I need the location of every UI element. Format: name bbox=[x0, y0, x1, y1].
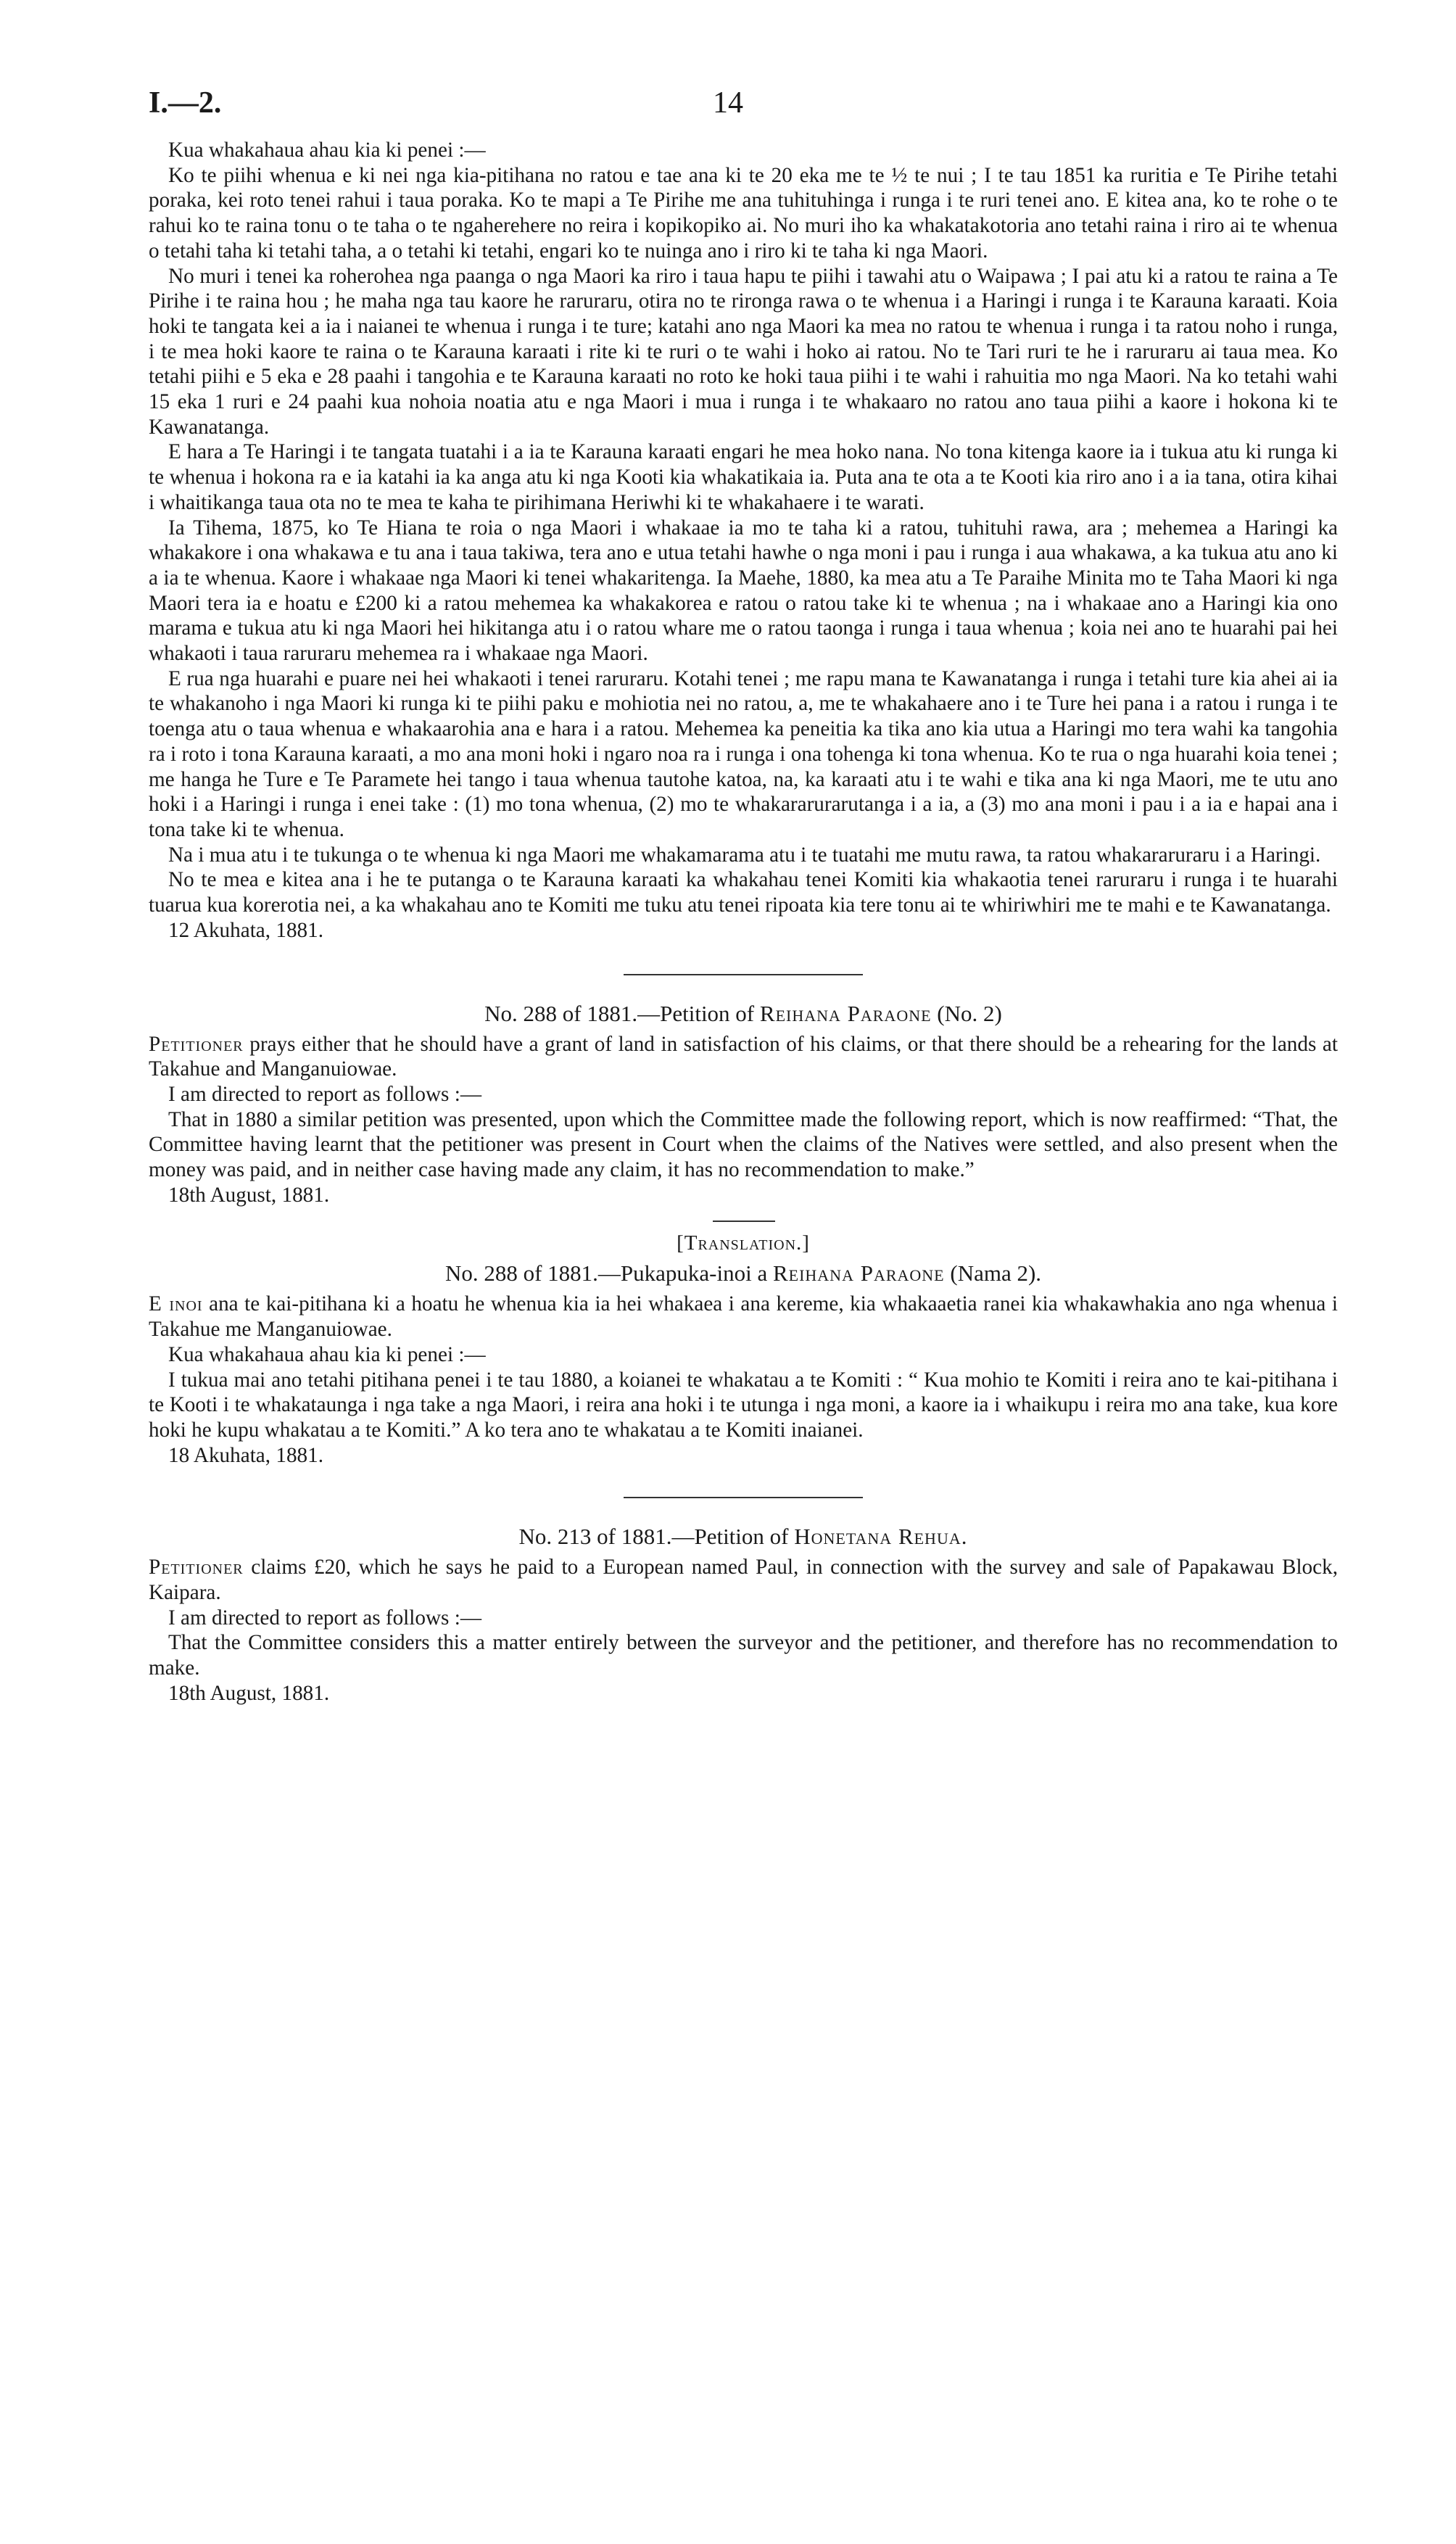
section-maori-report bbox=[149, 138, 1338, 943]
directed-line: Kua whakahaua ahau kia ki penei :— bbox=[168, 1342, 486, 1366]
translation-label: [Translation.] bbox=[677, 1231, 810, 1255]
paragraph: Na i mua atu i te tukunga o te whenua ki nga Maori me whakamarama atu i te tuatahi me mutu rawa, ta ratou whakararuraru i a Haringi. bbox=[168, 843, 1321, 867]
lead-word: Petitioner bbox=[149, 1556, 244, 1579]
petitioner-name: Reihana Paraone bbox=[772, 1260, 945, 1287]
lead-word: Petitioner bbox=[149, 1032, 244, 1056]
section-divider bbox=[713, 1221, 775, 1222]
section-divider bbox=[624, 974, 863, 975]
paragraph: Ia Tihema, 1875, ko Te Hiana te roia o nga Maori i whakaae ia mo te taha ki a ratou, tuhituhi rawa, ara ; mehemea a Haringi ka whakakore i ona whakawa e tu ana i taua takiwa, tera ano e utua tetahi hawhe o nga moni i pau i runga i aua whakawa, a ka tukua atu ano ki a ia te whenua. Kaore i whakaae nga Maori ki tenei whakaritenga. Ia Maehe, 1880, ka mea atu a Te Paraihe Minita mo te Taha Maori ki nga Maori tera ia e hoatu e £200 ki a ratou mehemea ka whakakorea e ratou o ratou take ki te whenua ; na i whakaae ano a Haringi kia ono marama e tukua atu ki nga Maori hei hikitanga atu i o ratou whare me o ratou taonga i runga i taua whenua ; koia nei ano te huarahi pai hei whakaoti i taua raruraru mehemea ra i whakaae nga Maori. bbox=[149, 516, 1338, 666]
directed-line: I am directed to report as follows :— bbox=[168, 1082, 482, 1106]
petitioner-name: Reihana Paraone bbox=[759, 1000, 932, 1026]
paragraph: Petitioner prays either that he should have a grant of land in satisfaction of his claims, or that there should be a rehearing for the lands at Takahue and Manganuiowae. bbox=[149, 1032, 1338, 1081]
section-translation bbox=[149, 1231, 1338, 1468]
paragraph: That in 1880 a similar petition was presented, upon which the Committee made the following report, which is now reaffirmed: “That, the Committee having learnt that the petitioner was present in Court when the claims of the Natives were settled, and also present when the money was paid, and in neither case having made any claim, it has no recommendation to make.” bbox=[149, 1107, 1338, 1182]
section-petition-288 bbox=[149, 1000, 1338, 1208]
section-heading: No. 288 of 1881.—Pukapuka-inoi a Reihana Paraone (Nama 2). bbox=[444, 1260, 1042, 1287]
section-heading: No. 288 of 1881.—Petition of Reihana Paraone (No. 2) bbox=[484, 1000, 1002, 1026]
document-id: I.—2. bbox=[149, 86, 222, 120]
paragraph: That the Committee considers this a matter entirely between the surveyor and the petitioner, and therefore has no recommendation to make. bbox=[149, 1631, 1338, 1680]
paragraph: Petitioner claims £20, which he says he paid to a European named Paul, in connection with the survey and sale of Papakawau Block, Kaipara. bbox=[149, 1556, 1338, 1605]
page-header bbox=[149, 73, 1338, 138]
page-number: 14 bbox=[713, 86, 743, 120]
section-petition-213 bbox=[149, 1523, 1338, 1706]
paragraph: I tukua mai ano tetahi pitihana penei i te tau 1880, a koianei te whakatau a te Komiti : “ Kua mohio te Komiti i reira ano te kai-pitihana i te Kooti i te whakataunga i nga take a nga Maori, i reira ana hoki i te utunga i nga moni, a kaore ia i whaikupu i reira mo ana take, kua kore hoki he kupu whakatau a te Komiti.” A ko tera ano te whakatau a te Komiti inaianei. bbox=[149, 1368, 1338, 1442]
date-line: 18th August, 1881. bbox=[168, 1681, 330, 1705]
section-divider bbox=[624, 1497, 863, 1498]
paragraph: No muri i tenei ka roherohea nga paanga o nga Maori ka riro i taua hapu te piihi i tawahi atu o Waipawa ; I pai atu ki a ratou te raina a Te Pirihe i te raina hou ; he maha nga tau kaore he raruraru, otira no te rironga rawa o te whenua i a Haringi i runga i te Karauna karaati. Koia hoki te tangata kei a ia i naianei te whenua i runga i te ture; katahi ano nga Maori ka mea no ratou te whenua i runga i ta ratou noho i runga, i te mea hoki kaore te raina o te Karauna karaati i rite ki te ruri o te wahi i hoko ai ratou. No te Tari ruri te he i raruraru ai taua mea. Ko tetahi piihi e 5 eka e 28 paahi i tangohia e te Karauna karaati no roto ke hoki taua piihi i te wahi i rahuitia mo nga Maori. Na ko tetahi wahi 15 eka 1 ruri e 24 paahi kua nohoia noatia atu e nga Maori i mua i runga i te whakaaro no ratou ano taua piihi a kaore i hokona ki te Kawanatanga. bbox=[149, 264, 1338, 439]
paragraph: E inoi ana te kai-pitihana ki a hoatu he whenua kia ia hei whakaea i ana kereme, kia whakaaetia ranei kia whakawhakia ano nga whenua i Takahue me Manganuiowae. bbox=[149, 1292, 1338, 1342]
paragraph: No te mea e kitea ana i he te putanga o te Karauna karaati ka whakahau tenei Komiti kia whakaotia tenei raruraru i runga i te huarahi tuarua kua korerotia nei, a ka whakahau ano te Komiti me tuku atu tenei ripoata kia tere tonu ai te whiriwhiri me te mahi e te Kawanatanga. bbox=[149, 868, 1338, 917]
paragraph: Ko te piihi whenua e ki nei nga kia-pitihana no ratou e tae ana ki te 20 eka me te ½ te nui ; I te tau 1851 ka ruritia e Te Pirihe tetahi poraka, kei roto tenei rahui i taua poraka. Ko te mapi a Te Pirihe me ana tuhituhinga i runga i te ruri tenei ano. E kitea ana, ko te rohe o te rahui ko te raina tonu o te taha o te ngaherehere no reira i kopikopiko ai. No muri iho ka whakatakotoria ano tetahi raina i riro ai te whenua o tetahi taha ki tetahi taha, a o tetahi ki tetahi, engari ko te nuinga ano i riro ki te taha ki nga Maori. bbox=[149, 163, 1338, 263]
document-page bbox=[149, 73, 1338, 1706]
date-line: 18 Akuhata, 1881. bbox=[168, 1443, 324, 1467]
paragraph: E rua nga huarahi e puare nei hei whakaoti i tenei raruraru. Kotahi tenei ; me rapu mana te Kawanatanga i runga i tetahi ture kia ahei ai ia te whakanoho i nga Maori ki runga ki te piihi paku e mohiotia nei no ratou, a, me te whakahaere ano i te Ture hei pana i a ratou i runga i te toenga atu o taua whenua e whakaarohia ana e hara i a ratou. Mehemea ka peneitia ka tika ano kia utua a Haringi mo tera wahi ka tangohia ra i roto i tona Karauna karaati, a mo ana moni hoki i ngaro noa ra i runga i ona tohenga ki tona whenua. Ko te rua o nga huarahi koia tenei ; me hanga he Ture e Te Paramete hei tango i taua whenua tautohe katoa, na, ka karaati atu i te wahi e tika ana ki nga Maori, me te utu ano hoki i a Haringi i runga i enei take : (1) mo tona whenua, (2) mo te whakararurarutanga i a ia, a (3) mo ana moni i pau i a ia e hapai ana i tona take ki te whenua. bbox=[149, 666, 1338, 841]
intro-line: Kua whakahaua ahau kia ki penei :— bbox=[168, 139, 486, 162]
petitioner-name: Honetana Rehua. bbox=[794, 1524, 968, 1550]
directed-line: I am directed to report as follows :— bbox=[168, 1606, 482, 1630]
lead-word: E inoi bbox=[149, 1292, 203, 1316]
section-heading: No. 213 of 1881.—Petition of Honetana Rehua. bbox=[518, 1524, 968, 1550]
paragraph: E hara a Te Haringi i te tangata tuatahi i a ia te Karauna karaati engari he mea hoko nana. No tona kitenga kaore ia i tukua atu ki runga ki te whenua i hokona ra e ia katahi ia ka anga atu ki nga Kooti kia whakatikaia ia. Puta ana te ota a te Kooti kia riro ano i a ia tana, otira kihai i whaitikanga taua ota no te mea te kaha te pirihimana Heriwhi ki te whakahaere i te warati. bbox=[149, 440, 1338, 514]
date-line: 18th August, 1881. bbox=[168, 1183, 330, 1207]
date-line: 12 Akuhata, 1881. bbox=[168, 918, 324, 942]
report-body bbox=[149, 138, 1338, 1706]
